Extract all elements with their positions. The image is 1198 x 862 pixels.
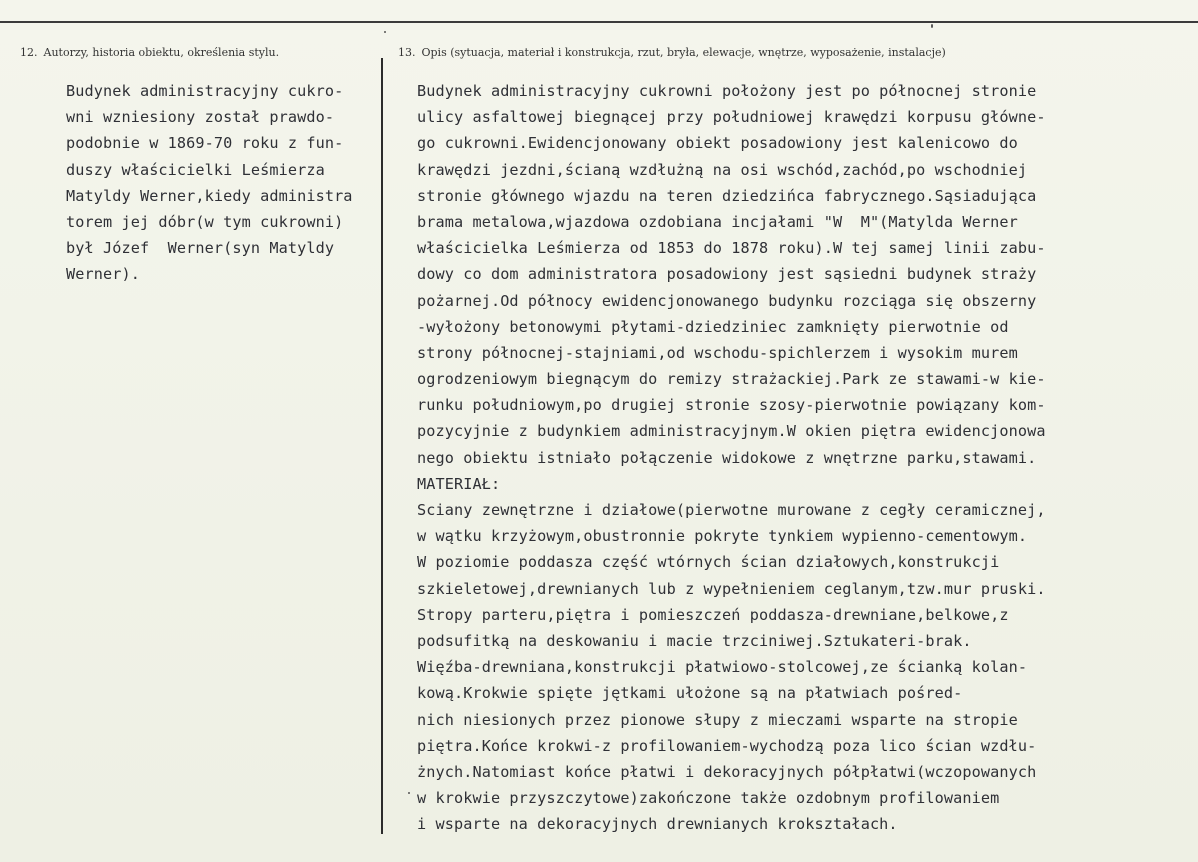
text-line: był Józef Werner(syn Matyldy [66,239,335,258]
text-line: pozycyjnie z budynkiem administracyjnym.W okien piętra ewidencjonowa [417,422,1046,441]
text-line: Budynek administracyjny cukrowni położony jest po północnej stronie [417,82,1037,100]
text-line: runku południowym,po drugiej stronie szosy-pierwotnie powiązany kom- [417,396,1046,415]
text-line: -wyłożony betonowymi płytami-dziedziniec zamknięty pierwotnie od [417,317,1009,336]
text-line: podobnie w 1869-70 roku z fun- [66,134,344,153]
text-line: Budynek administracyjny cukro- [66,82,344,100]
text-line: stronie głównego wjazdu na teren dziedzińca fabrycznego.Sąsiadująca [417,186,1037,205]
text-line: w krokwie przyszczytowe)zakończone także ozdobnym profilowaniem [417,789,1000,808]
text-line: Więźba-drewniana,konstrukcji płatwiowo-stolcowej,ze ścianką kolan- [417,658,1028,677]
text-line: go cukrowni.Ewidencjonowany obiekt posadowiony jest kalenicowo do [417,134,1018,153]
field-12-header [20,46,279,59]
text-line: krawędzi jezdni,ścianą wzdłużną na osi wschód,zachód,po wschodniej [417,160,1028,179]
top-border-rule [0,21,1198,23]
field-13-header [398,46,946,59]
text-line: strony północnej-stajniami,od wschodu-spichlerzem i wysokim murem [417,343,1018,362]
field-13-number: 13. [398,46,416,59]
text-line: W poziomie poddasza część wtórnych ścian działowych,konstrukcji [417,553,1000,572]
field-13-text [417,78,1177,837]
text-line: ulicy asfaltowej biegnącej przy południowej krawędzi korpusu główne- [417,108,1046,127]
scan-speck [931,24,933,28]
text-line: duszy właścicielki Leśmierza [66,160,325,179]
text-line: Sciany zewnętrzne i działowe(pierwotne murowane z cegły ceramicznej, [417,501,1046,519]
field-12-title: Autorzy, historia obiektu, określenia stylu. [43,46,280,59]
text-line: w wątku krzyżowym,obustronnie pokryte tynkiem wypienno-cementowym. [417,527,1028,546]
text-line: MATERIAŁ: [417,474,501,493]
text-line: pożarnej.Od północy ewidencjonowanego budynku rozciąga się obszerny [417,291,1037,310]
text-line: nego obiektu istniało połączenie widokowe z wnętrzne parku,stawami. [417,448,1037,467]
field-12-text [66,78,384,288]
text-line: i wsparte na dekoracyjnych drewnianych krokształach. [417,815,898,834]
scan-speck [408,792,410,794]
text-line: brama metalowa,wjazdowa ozdobiana incjałami "W M"(Matylda Werner [417,212,1018,231]
text-line: Stropy parteru,piętra i pomieszczeń poddasza-drewniane,belkowe,z [417,605,1009,624]
field-12-number: 12. [20,46,38,59]
field-13-title: Opis (sytuacja, materiał i konstrukcja, rzut, bryła, elewacje, wnętrze, wyposażenie, instalacje) [421,46,946,59]
text-line: nich niesionych przez pionowe słupy z mieczami wsparte na stropie [417,710,1018,729]
text-line: szkieletowej,drewnianych lub z wypełnieniem ceglanym,tzw.mur pruski. [417,579,1046,598]
text-line: kową.Krokwie spięte jętkami ułożone są na płatwiach pośred- [417,684,963,703]
text-line: żnych.Natomiast końce płatwi i dekoracyjnych półpłatwi(wczopowanych [417,762,1037,781]
text-line: piętra.Końce krokwi-z profilowaniem-wychodzą poza lico ścian wzdłu- [417,736,1037,755]
text-line: Matyldy Werner,kiedy administra [66,186,353,205]
text-line: właścicielka Leśmierza od 1853 do 1878 roku).W tej samej linii zabu- [417,239,1046,258]
text-line: ogrodzeniowym biegnącym do remizy strażackiej.Park ze stawami-w kie- [417,370,1046,389]
text-line: wni wzniesiony został prawdo- [66,108,335,127]
scan-speck [384,31,386,33]
text-line: Werner). [66,265,140,284]
text-line: dowy co dom administratora posadowiony jest sąsiedni budynek straży [417,265,1037,284]
text-line: torem jej dóbr(w tym cukrowni) [66,212,344,231]
text-line: podsufitką na deskowaniu i macie trzciniwej.Sztukateri-brak. [417,631,972,650]
